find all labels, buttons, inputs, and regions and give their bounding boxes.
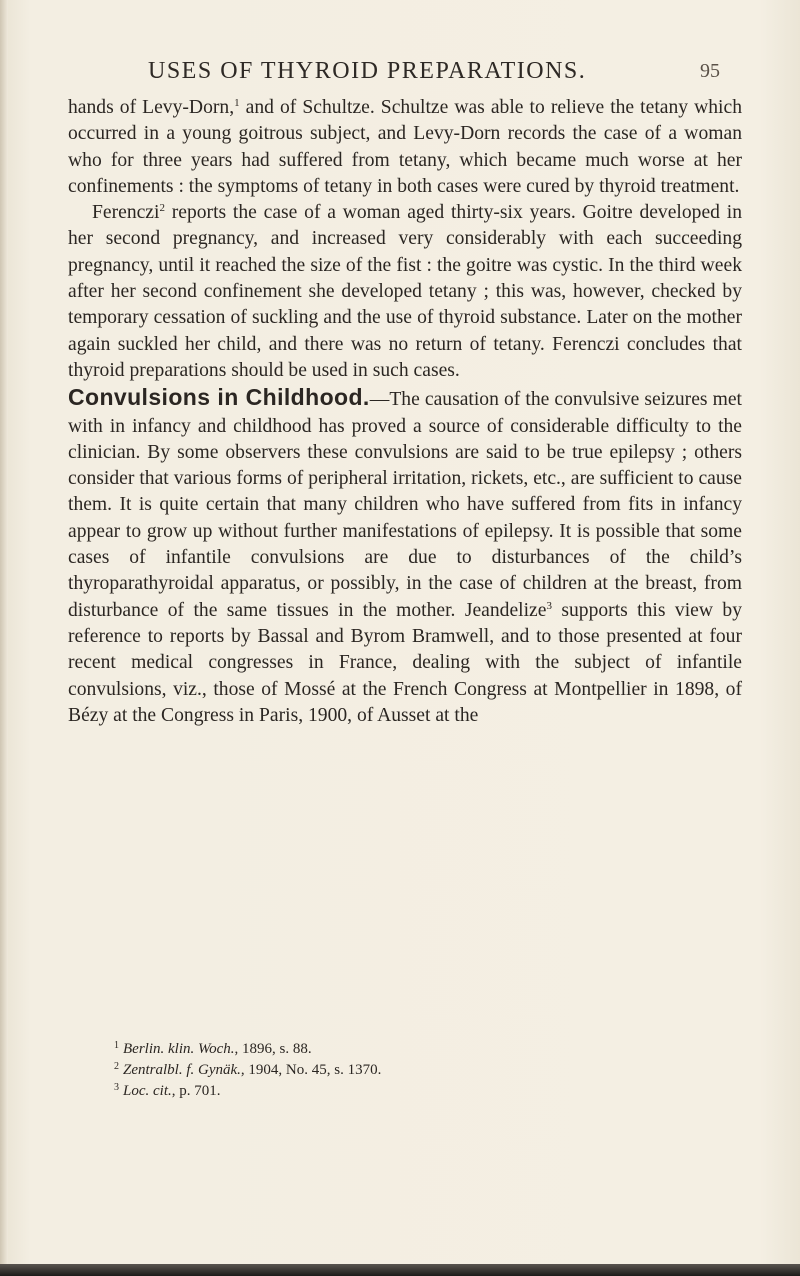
footnote [114, 1060, 714, 1081]
footnote-source: Zentralbl. f. Gynäk. [123, 1062, 241, 1078]
footnote-mark: 3 [114, 1082, 119, 1093]
page-number: 95 [700, 60, 720, 82]
paragraph-text: Ferenczi [92, 202, 160, 224]
page-header [100, 58, 720, 92]
footnote-source: Loc. cit. [123, 1083, 172, 1099]
footnote-ref-3: 3 [546, 599, 552, 612]
page-binding-edge [0, 0, 8, 1276]
paragraph-text: hands of Levy-Dorn, [68, 97, 235, 118]
paragraph-convulsions [68, 384, 742, 729]
footnote-mark: 2 [114, 1061, 119, 1072]
section-heading: Convulsions in Childhood. [68, 384, 370, 411]
footnotes [114, 1039, 714, 1102]
scan-bottom-edge [0, 1264, 800, 1276]
body-text [68, 95, 742, 729]
footnote-detail: , 1904, No. 45, s. 1370. [240, 1062, 382, 1078]
footnote-ref-1: 1 [234, 97, 240, 109]
footnote-detail: , 1896, s. 88. [234, 1041, 312, 1057]
paragraph-text: supports this view by reference to reports by Bassal and Byrom Bramwell, and to those presented at four recent medical congresses in France, dealing with the subject of infantile convulsions, viz., those of Mossé at the French Congress at Montpellier in 1898, of Bézy at the Congress in Paris, 1900, of Ausset at the [68, 599, 742, 726]
paragraph-text: reports the case of a woman aged thirty-six years. Goitre developed in her second pregnancy, and increased very considerably with each succeeding pregnancy, until it reached the size of the fist : the goitre was cystic. In the third week after her second confinement she developed tetany ; this was, however, checked by temporary cessation of suckling and the use of thyroid substance. Later on the mother again suckled her child, and there was no return of tetany. Ferenczi concludes that thyroid preparations should be used in such cases. [68, 202, 742, 381]
footnote-detail: , p. 701. [171, 1083, 221, 1099]
footnote [114, 1039, 714, 1060]
paragraph-levy-dorn [68, 95, 742, 200]
footnote-source: Berlin. klin. Woch. [123, 1041, 235, 1057]
paragraph-ferenczi [68, 200, 742, 384]
footnote-mark: 1 [114, 1040, 119, 1051]
footnote-ref-2: 2 [159, 202, 165, 215]
paragraph-text: and of Schultze. Schultze was able to relieve the tetany which occurred in a young goitrous subject, and Levy-Dorn records the case of a woman who for three years had suffered from tetany, which became much worse at her confinements : the symptoms of tetany in both cases were cured by thyroid treatment. [68, 97, 742, 197]
footnote [114, 1081, 714, 1102]
running-title: USES OF THYROID PREPARATIONS. [148, 58, 587, 84]
paragraph-text: —The causation of the convulsive seizures met with in infancy and childhood has proved a source of considerable difficulty to the clinician. By some observers these convulsions are said to be true epilepsy ; others consider that various forms of peripheral irritation, rickets, etc., are sufficient to cause them. It is quite certain that many children who have suffered from fits in infancy appear to grow up without further manifestations of epilepsy. It is possible that some cases of infantile convulsions are due to disturbances of the child’s thyroparathyroidal apparatus, or possibly, in the case of children at the breast, from disturbance of the same tissues in the mother. Jeandelize [68, 389, 743, 621]
